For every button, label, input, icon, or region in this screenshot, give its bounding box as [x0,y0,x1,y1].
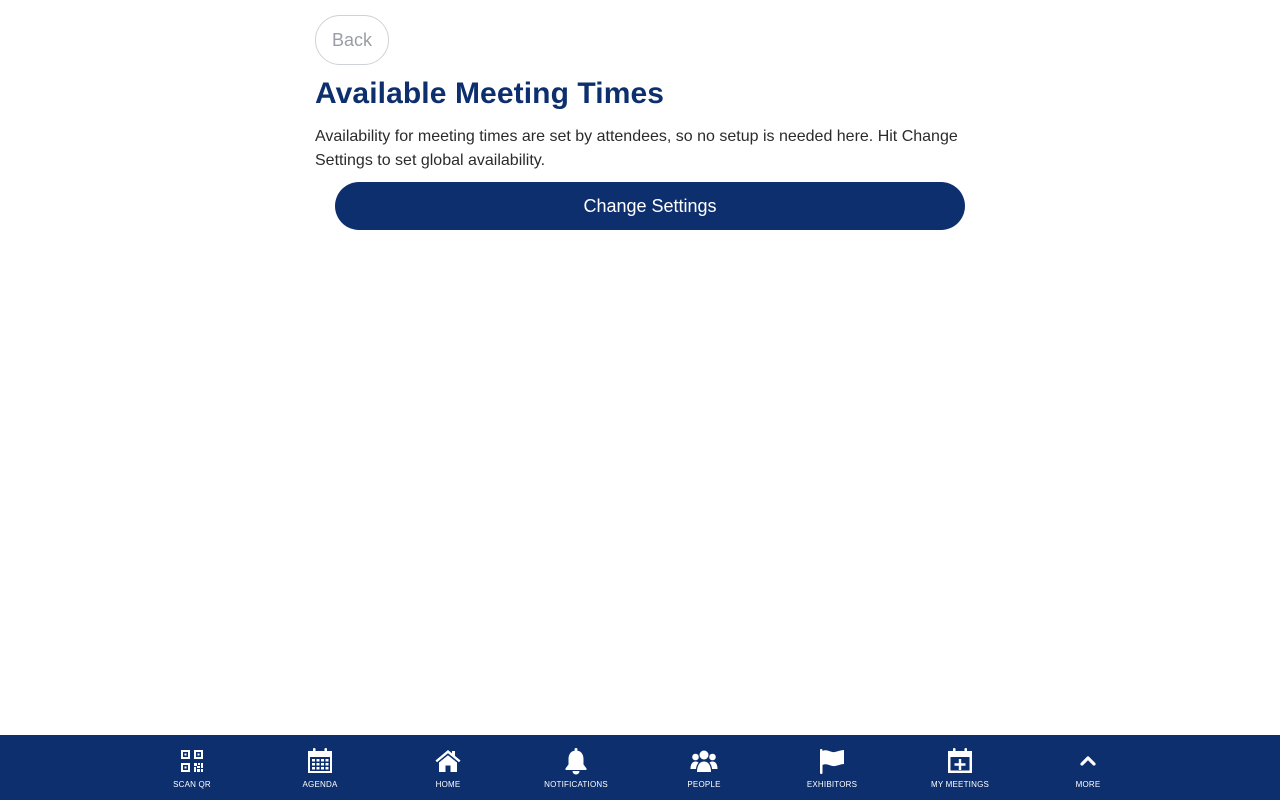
nav-item-my-meetings[interactable] [910,735,1010,800]
nav-label: NOTIFICATIONS [544,780,608,789]
bell-icon [562,747,590,775]
nav-item-people[interactable] [654,735,754,800]
calendar-icon [306,747,334,775]
nav-label: HOME [435,780,461,789]
nav-item-agenda[interactable] [270,735,370,800]
nav-item-notifications[interactable] [526,735,626,800]
nav-label: MY MEETINGS [930,780,990,789]
calendar-plus-icon [946,747,974,775]
nav-label: SCAN QR [173,780,211,789]
people-icon [690,747,718,775]
change-settings-button[interactable]: Change Settings [335,182,965,230]
nav-label: MORE [1075,780,1101,789]
nav-item-home[interactable] [398,735,498,800]
page-title: Available Meeting Times [315,77,665,110]
chevron-up-icon [1074,747,1102,775]
nav-item-more[interactable] [1038,735,1138,800]
nav-item-scan-qr[interactable] [142,735,242,800]
nav-label: AGENDA [302,780,338,789]
description-text: Availability for meeting times are set by attendees, so no setup is needed here. Hit Change Settings to set global availability. [315,128,958,169]
home-icon [434,747,462,775]
nav-label: PEOPLE [687,780,721,789]
main-content [315,15,965,216]
qr-code-icon [178,747,206,775]
nav-label: EXHIBITORS [806,780,858,789]
flag-icon [818,747,846,775]
bottom-nav [0,735,1280,800]
nav-item-exhibitors[interactable] [782,735,882,800]
back-button[interactable]: Back [315,15,389,65]
